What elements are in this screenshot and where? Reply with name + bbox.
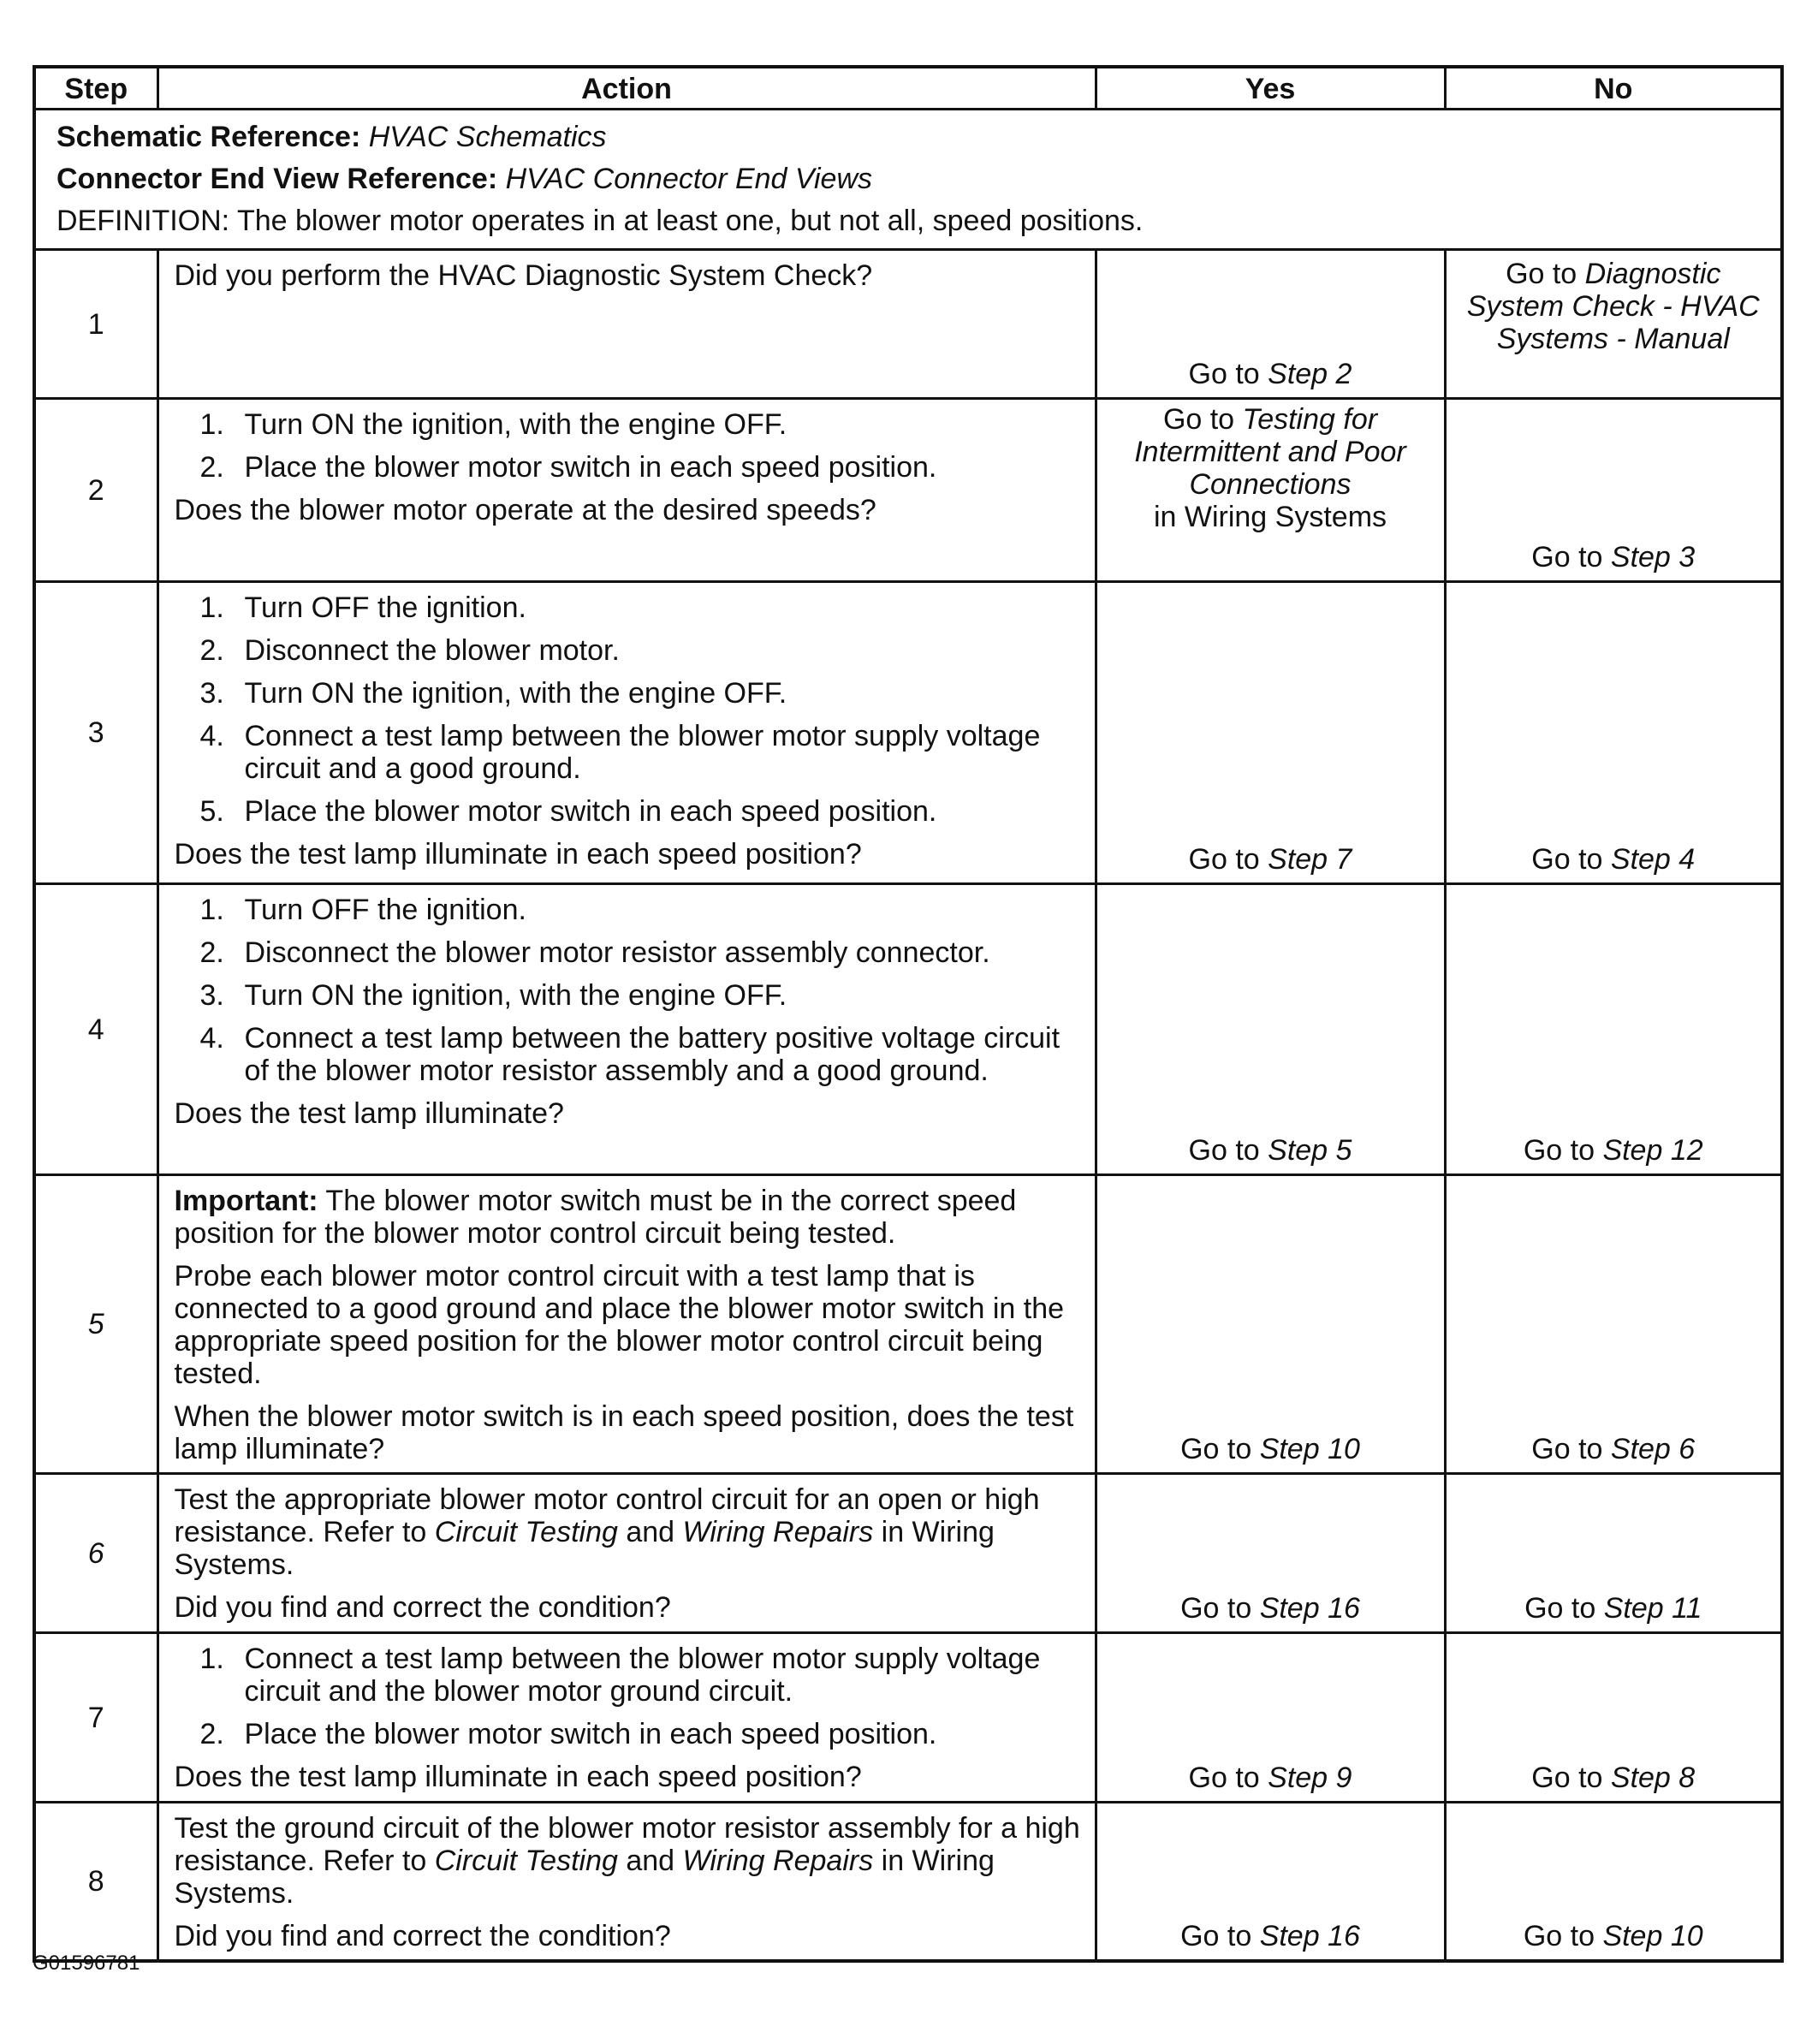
yes-prefix: Go to: [1188, 358, 1268, 390]
step-number: 8: [34, 1803, 157, 1962]
yes-suffix: in Wiring Systems: [1153, 501, 1387, 533]
table-row: [34, 250, 1782, 399]
yes-prefix: Go to: [1162, 403, 1243, 436]
table-row: [34, 884, 1782, 1175]
step-question: When the blower motor switch is in each speed position, does the test lamp illuminate?: [174, 1400, 1074, 1465]
step-yes: [1096, 884, 1445, 1175]
yes-prefix: Go to: [1188, 1134, 1268, 1167]
header-step: Step: [34, 67, 157, 110]
step-action: [157, 399, 1096, 582]
yes-link[interactable]: Step 16: [1259, 1920, 1360, 1952]
schematic-reference-label: Schematic Reference:: [56, 121, 361, 153]
no-result: [1531, 843, 1695, 876]
table-header-row: [34, 67, 1782, 110]
schematic-reference: [56, 117, 1760, 159]
no-prefix: Go to: [1531, 1433, 1611, 1465]
step-number: 4: [34, 884, 157, 1175]
substep-text: Disconnect the blower motor resistor assembly connector.: [244, 936, 990, 969]
substep: 1. Turn OFF the ignition.: [199, 591, 526, 624]
yes-link[interactable]: Step 9: [1268, 1762, 1352, 1794]
no-link[interactable]: Diagnostic System Check - HVAC Systems - Manual: [1466, 258, 1760, 355]
yes-prefix: Go to: [1180, 1592, 1260, 1625]
instruction-text: Test the ground circuit of the blower motor resistor assembly for a high resistance. Refer to: [174, 1812, 1080, 1877]
step-instruction: Probe each blower motor control circuit with a test lamp that is connected to a good ground and place the blower motor switch in the appropriate speed position for the blower motor control circuit being tested.: [174, 1260, 1065, 1390]
no-prefix: Go to: [1523, 1134, 1603, 1167]
connector-reference: [56, 159, 1760, 201]
instruction-text: and: [617, 1845, 683, 1877]
yes-link[interactable]: Step 5: [1268, 1134, 1352, 1167]
substep: 4. Connect a test lamp between the blower motor supply voltage circuit and a good ground.: [199, 720, 1041, 785]
connector-reference-label: Connector End View Reference:: [56, 163, 498, 195]
yes-result: [1180, 1592, 1360, 1625]
yes-link[interactable]: Step 16: [1259, 1592, 1360, 1625]
substep: 5. Place the blower motor switch in each speed position.: [199, 795, 937, 828]
substep-text: Place the blower motor switch in each speed position.: [244, 795, 937, 828]
yes-result: [1189, 358, 1352, 390]
substep-text: Connect a test lamp between the blower motor supply voltage circuit and a good ground.: [244, 720, 1041, 785]
step-instruction: [175, 1812, 1083, 1910]
yes-result: [1189, 843, 1352, 876]
yes-result: [1189, 1762, 1352, 1794]
important-note: [175, 1185, 1083, 1250]
step-number: 5: [34, 1175, 157, 1474]
substep: 2. Disconnect the blower motor.: [199, 634, 620, 667]
no-result: [1524, 1920, 1703, 1952]
step-question: Did you perform the HVAC Diagnostic System Check?: [174, 259, 873, 292]
step-no: [1445, 582, 1782, 884]
no-link[interactable]: Step 4: [1610, 843, 1696, 876]
header-yes: Yes: [1096, 67, 1445, 110]
no-result: [1524, 1592, 1702, 1625]
no-link[interactable]: Step 3: [1610, 541, 1696, 573]
substep: 1. Turn ON the ignition, with the engine OFF.: [199, 408, 787, 441]
table-row: [34, 399, 1782, 582]
substep: 3. Turn ON the ignition, with the engine OFF.: [199, 677, 787, 710]
wiring-repairs-link[interactable]: Wiring Repairs: [682, 1845, 874, 1877]
no-prefix: Go to: [1531, 1762, 1611, 1794]
step-question: Does the test lamp illuminate in each speed position?: [174, 1761, 862, 1793]
substep-text: Turn ON the ignition, with the engine OFF.: [244, 408, 787, 441]
substep: 4. Connect a test lamp between the battery positive voltage circuit of the blower motor resistor assembly and a good ground.: [199, 1022, 1060, 1087]
substep-text: Turn OFF the ignition.: [244, 894, 526, 926]
yes-prefix: Go to: [1188, 1762, 1268, 1794]
no-link[interactable]: Step 10: [1602, 1920, 1703, 1952]
no-result: [1531, 541, 1695, 573]
substep-text: Connect a test lamp between the battery positive voltage circuit of the blower motor resistor assembly and a good ground.: [244, 1022, 1060, 1087]
figure-id: G01596781: [33, 1952, 140, 1975]
no-prefix: Go to: [1531, 843, 1611, 876]
diagnostic-table: [33, 65, 1784, 1963]
step-no: [1445, 1633, 1782, 1803]
no-link[interactable]: Step 11: [1603, 1592, 1702, 1625]
wiring-repairs-link[interactable]: Wiring Repairs: [682, 1516, 874, 1548]
step-yes: [1096, 1803, 1445, 1962]
step-yes: [1096, 582, 1445, 884]
step-no: [1445, 1175, 1782, 1474]
step-yes: [1096, 1633, 1445, 1803]
yes-result: [1180, 1433, 1360, 1465]
step-action: [157, 1803, 1096, 1962]
step-question: Does the blower motor operate at the desired speeds?: [174, 494, 876, 526]
instruction-text: Test the appropriate blower motor control circuit for an open or high resistance. Refer to: [174, 1483, 1040, 1548]
substep-text: Connect a test lamp between the blower motor supply voltage circuit and the blower motor ground circuit.: [244, 1643, 1041, 1708]
substep-text: Turn ON the ignition, with the engine OFF.: [244, 677, 787, 710]
instruction-text: in Wiring Systems.: [174, 1845, 995, 1910]
substep-list: [175, 408, 1083, 484]
step-action: [157, 250, 1096, 399]
important-label: Important:: [174, 1185, 318, 1217]
connector-reference-link[interactable]: HVAC Connector End Views: [505, 163, 872, 195]
no-link[interactable]: Step 6: [1610, 1433, 1696, 1465]
step-question: Did you find and correct the condition?: [174, 1920, 671, 1952]
step-no: [1445, 250, 1782, 399]
step-question: Does the test lamp illuminate in each speed position?: [174, 838, 862, 870]
step-yes: [1096, 250, 1445, 399]
substep-text: Turn ON the ignition, with the engine OFF.: [244, 979, 787, 1012]
instruction-text: and: [617, 1516, 683, 1548]
step-number: 3: [34, 582, 157, 884]
definition-text: DEFINITION: The blower motor operates in at least one, but not all, speed positions.: [56, 205, 1144, 237]
yes-result: [1189, 1134, 1352, 1167]
substep-list: [175, 894, 1083, 1087]
no-prefix: Go to: [1506, 258, 1585, 290]
step-question: Did you find and correct the condition?: [174, 1591, 671, 1624]
table-row: [34, 1633, 1782, 1803]
step-number: 2: [34, 399, 157, 582]
no-result: [1531, 1433, 1695, 1465]
circuit-testing-link[interactable]: Circuit Testing: [434, 1516, 618, 1548]
substep: 2. Disconnect the blower motor resistor assembly connector.: [199, 936, 990, 969]
no-link[interactable]: Step 12: [1602, 1134, 1703, 1167]
step-number: 6: [34, 1474, 157, 1633]
step-no: [1445, 884, 1782, 1175]
header-no: No: [1445, 67, 1782, 110]
references-cell: [34, 110, 1782, 250]
substep: 2. Place the blower motor switch in each speed position.: [199, 451, 937, 484]
instruction-text: in Wiring Systems.: [174, 1516, 995, 1581]
yes-link[interactable]: Step 2: [1268, 358, 1352, 390]
no-prefix: Go to: [1523, 1920, 1603, 1952]
no-result: [1524, 1134, 1703, 1167]
table-row: [34, 1803, 1782, 1962]
step-no: [1445, 399, 1782, 582]
table-row: [34, 1175, 1782, 1474]
substep-text: Place the blower motor switch in each speed position.: [244, 451, 937, 484]
substep: 1. Turn OFF the ignition.: [199, 894, 526, 926]
yes-result: [1134, 403, 1406, 533]
step-no: [1445, 1803, 1782, 1962]
step-yes: [1096, 399, 1445, 582]
schematic-reference-link[interactable]: HVAC Schematics: [368, 121, 607, 153]
yes-link[interactable]: Step 7: [1268, 843, 1352, 876]
no-result: [1531, 1762, 1695, 1794]
step-number: 1: [34, 250, 157, 399]
substep-list: [175, 591, 1083, 828]
step-action: [157, 1175, 1096, 1474]
yes-link[interactable]: Step 10: [1259, 1433, 1360, 1465]
substep: 1. Connect a test lamp between the blower motor supply voltage circuit and the blower motor ground circuit.: [199, 1643, 1041, 1708]
substep-text: Place the blower motor switch in each speed position.: [244, 1718, 937, 1750]
step-yes: [1096, 1175, 1445, 1474]
step-number: 7: [34, 1633, 157, 1803]
no-prefix: Go to: [1524, 1592, 1604, 1625]
step-instruction: [175, 1483, 1083, 1581]
no-result: [1467, 258, 1760, 355]
important-text: The blower motor switch must be in the correct speed position for the blower motor control circuit being tested.: [174, 1185, 1017, 1250]
substep-list: [175, 1643, 1083, 1750]
step-action: [157, 1474, 1096, 1633]
step-action: [157, 582, 1096, 884]
table-row: [34, 582, 1782, 884]
references-row: [34, 110, 1782, 250]
step-action: [157, 1633, 1096, 1803]
substep-text: Disconnect the blower motor.: [244, 634, 620, 667]
yes-link[interactable]: Testing for Intermittent and Poor Connections: [1134, 403, 1406, 501]
circuit-testing-link[interactable]: Circuit Testing: [434, 1845, 618, 1877]
yes-prefix: Go to: [1188, 843, 1268, 876]
no-link[interactable]: Step 8: [1610, 1762, 1696, 1794]
yes-result: [1180, 1920, 1360, 1952]
step-question: Does the test lamp illuminate?: [174, 1097, 564, 1130]
yes-prefix: Go to: [1180, 1433, 1260, 1465]
substep-text: Turn OFF the ignition.: [244, 591, 526, 624]
substep: 2. Place the blower motor switch in each speed position.: [199, 1718, 937, 1750]
header-action: Action: [157, 67, 1096, 110]
substep: 3. Turn ON the ignition, with the engine OFF.: [199, 979, 787, 1012]
step-yes: [1096, 1474, 1445, 1633]
step-no: [1445, 1474, 1782, 1633]
no-prefix: Go to: [1531, 541, 1611, 573]
table-row: [34, 1474, 1782, 1633]
step-action: [157, 884, 1096, 1175]
yes-prefix: Go to: [1180, 1920, 1260, 1952]
